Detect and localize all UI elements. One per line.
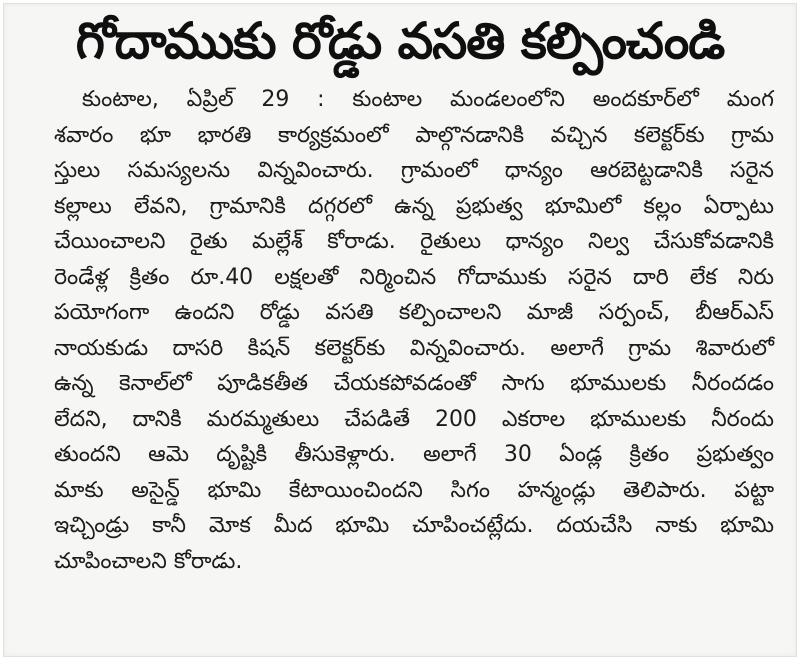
article-line: కల్లాలు లేవని, గ్రామానికి దగ్గరలో ఉన్న ప్రభుత్వ భూమిలో కల్లం ఏర్పాటు bbox=[54, 193, 774, 219]
article-line: నాయకుడు దాసరి కిషన్ కలెక్టర్‌కు విన్నవించారు. అలాగే గ్రామ శివారులో bbox=[54, 335, 774, 361]
article-line: కుంటాల, ఏప్రిల్ 29 : కుంటాల మండలంలోని అందకూర్‌లో మంగ bbox=[82, 87, 774, 112]
article-line: లేదని, దానికి మరమ్మతులు చేపడితే 200 ఎకరాల భూములకు నీరందు bbox=[54, 406, 774, 432]
article-line: చేయించాలని రైతు మల్లేశ్ కోరాడు. రైతులు ధాన్యం నిల్వ చేసుకోవడానికి bbox=[54, 229, 774, 254]
article-line: తుందని ఆమె దృష్టికి తీసుకెళ్లారు. అలాగే 30 ఏండ్ల క్రితం ప్రభుత్వం bbox=[54, 442, 774, 467]
newspaper-clipping bbox=[3, 3, 797, 657]
article-line: ఇచ్చిండ్రు కానీ మోక మీద భూమి చూపించట్లేదు. దయచేసి నాకు భూమి bbox=[54, 513, 774, 538]
article-line: పయోగంగా ఉందని రోడ్డు వసతి కల్పించాలని మాజీ సర్పంచ్, బీఆర్ఎస్ bbox=[54, 300, 774, 325]
article-line: చూపించాలని కోరాడు. bbox=[54, 548, 243, 574]
article-body bbox=[54, 82, 774, 579]
headline: గోదాముకు రోడ్డు వసతి కల్పించండి bbox=[75, 12, 725, 70]
article-line: రెండేళ్ల క్రితం రూ.40 లక్షలతో నిర్మించిన గోదాముకు సరైన దారి లేక నిరు bbox=[54, 264, 774, 290]
article-line: స్తులు సమస్యలను విన్నవించారు. గ్రామంలో ధాన్యం ఆరబెట్టడానికి సరైన bbox=[54, 158, 774, 183]
article-line: శవారం భూ భారతి కార్యక్రమంలో పాల్గొనడానికి వచ్చిన కలెక్టర్‌కు గ్రామ bbox=[54, 122, 774, 148]
article-line: ఉన్న కెనాల్‌లో పూడికతీత చేయకపోవడంతో సాగు భూములకు నీరందడం bbox=[54, 371, 774, 396]
article-line: మాకు అసైన్డ్ భూమి కేటాయించిందని సిగం హన్మండ్లు తెలిపారు. పట్టా bbox=[54, 477, 774, 503]
